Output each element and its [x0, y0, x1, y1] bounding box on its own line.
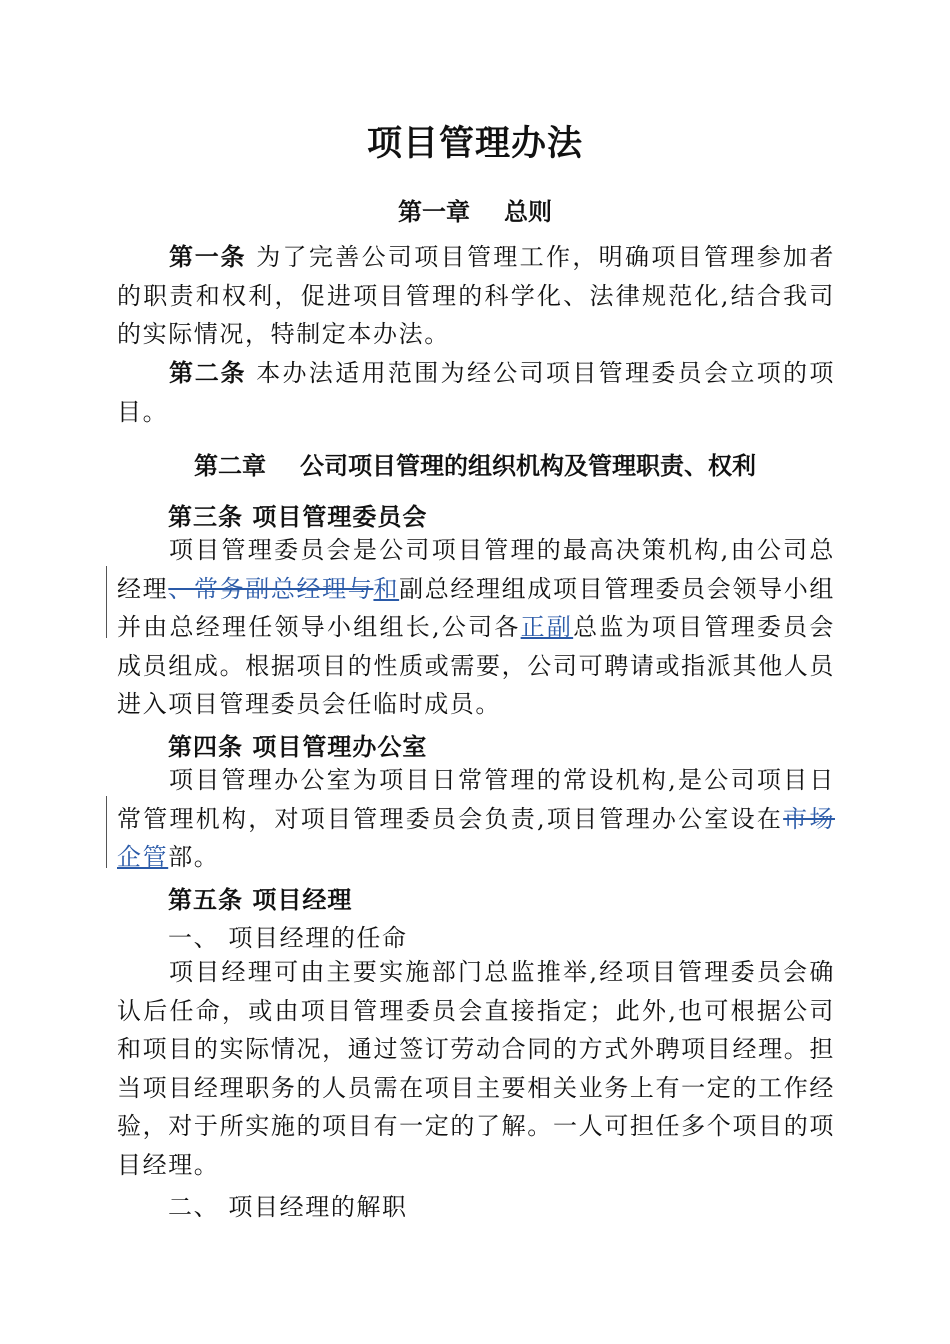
deleted-text: 市场	[783, 804, 835, 833]
article-4-heading: 第四条 项目管理办公室	[168, 733, 428, 761]
chapter-1-name: 总则	[504, 198, 552, 226]
deleted-text: 、常务副总经理与	[168, 574, 374, 603]
article-2-label: 第二条	[169, 359, 247, 387]
article-4-text-1: 项目管理办公室为项目日常管理的常设机构,是公司项目日常管理机构，对项目管理委员会负责,项目管理办公室设在	[117, 766, 835, 833]
article-3-text-3: 总监为项目管理委员会成员组成。根据项目的性质或需要，公司可聘请或指派其他人员进入项目管理委员会任临时成员。	[117, 613, 836, 718]
chapter-1-number: 第一章	[398, 198, 470, 226]
chapter-2-name: 公司项目管理的组织机构及管理职责、权利	[300, 452, 756, 480]
chapter-1-heading	[0, 192, 950, 227]
article-1-label: 第一条	[169, 243, 247, 271]
chapter-2-heading	[0, 446, 950, 481]
revision-bar	[106, 566, 107, 638]
article-4-body	[117, 761, 835, 877]
inserted-text: 企管	[117, 843, 169, 871]
subsection-1-heading: 一、 项目经理的任命	[168, 924, 408, 952]
article-3-text-1: 项目管理委员会是公司项目管理的最高决策机构,由公司总经理	[117, 536, 835, 603]
inserted-text: 和	[373, 574, 400, 603]
article-2	[117, 354, 835, 431]
document-title: 项目管理办法	[366, 124, 583, 164]
article-1-text: 为了完善公司项目管理工作，明确项目管理参加者的职责和权利，促进项目管理的科学化、法律规范化,结合我司的实际情况，特制定本办法。	[117, 243, 835, 348]
article-1	[117, 238, 835, 354]
revision-bar	[106, 796, 107, 868]
article-5-paragraph: 项目经理可由主要实施部门总监推举,经项目管理委员会确认后任命，或由项目管理委员会直接指定；此外,也可根据公司和项目的实际情况，通过签订劳动合同的方式外聘项目经理。担当项目经理职务的人员需在项目主要相关业务上有一定的工作经验，对于所实施的项目有一定的了解。一人可担任多个项目的项目经理。	[117, 958, 835, 1179]
article-2-text: 本办法适用范围为经公司项目管理委员会立项的项目。	[117, 359, 835, 426]
article-3-body	[117, 531, 835, 724]
subsection-2-heading: 二、 项目经理的解职	[168, 1193, 408, 1221]
inserted-text: 正副	[520, 613, 574, 641]
article-3-text-2: 副总经理组成项目管理委员会领导小组并由总经理任领导小组组长,公司各	[117, 574, 836, 641]
article-4-text-2: 部。	[168, 843, 220, 871]
article-3-heading: 第三条 项目管理委员会	[168, 503, 428, 531]
article-5-heading: 第五条 项目经理	[168, 886, 353, 914]
chapter-2-number: 第二章	[194, 452, 266, 480]
